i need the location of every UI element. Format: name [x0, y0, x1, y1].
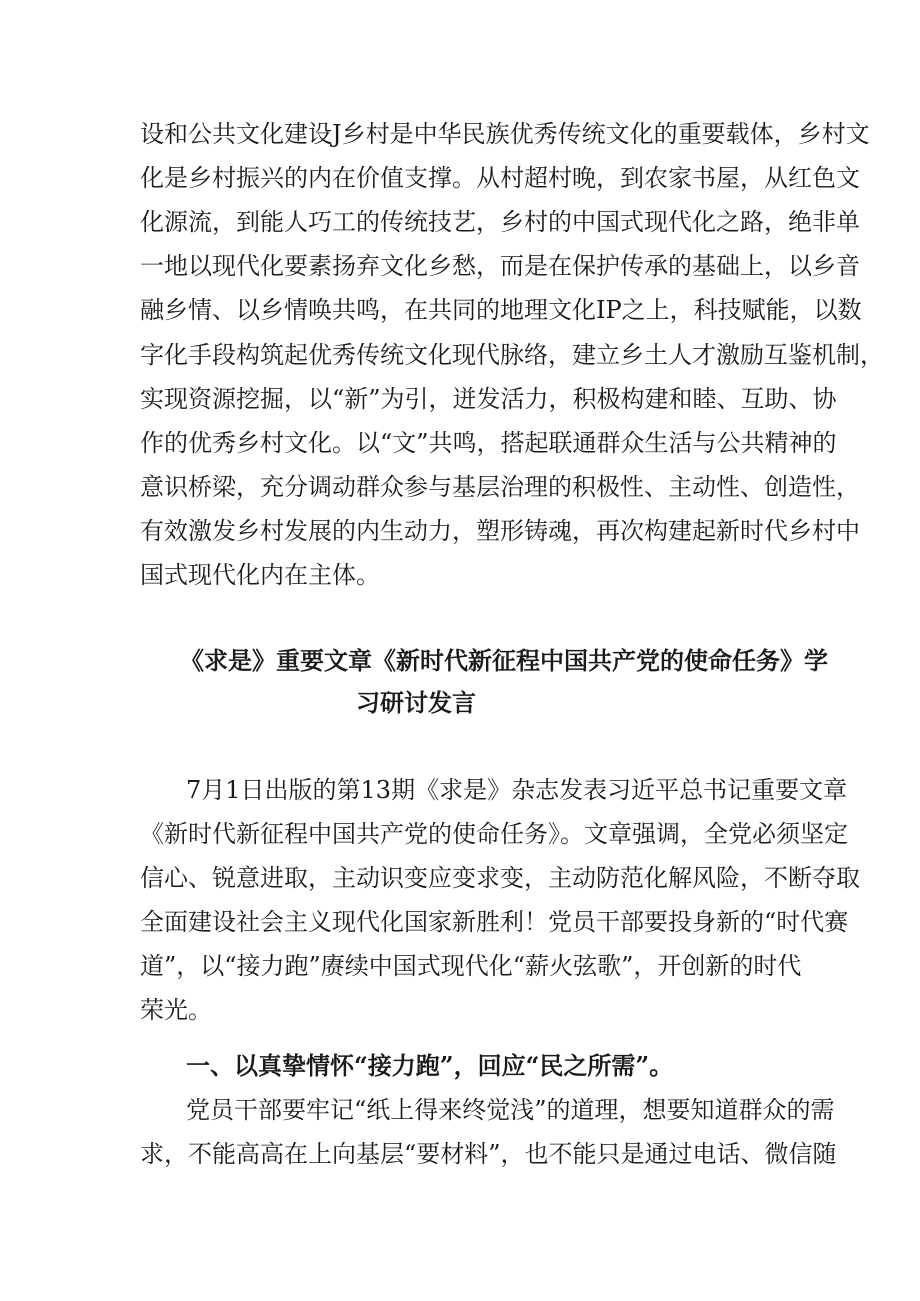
text-line: 7月1日出版的第13期《求是》杂志发表习近平总书记重要文章 [186, 776, 848, 804]
text-line: 荣光。 [140, 996, 212, 1024]
text-line: 全面建设社会主义现代化国家新胜利！党员干部要投身新的“时代赛 [140, 908, 849, 936]
text-line: 意识桥梁，充分调动群众参与基层治理的积极性、主动性、创造性， [140, 473, 860, 501]
text-line: 党员干部要牢记“纸上得来终觉浅”的道理，想要知道群众的需 [186, 1096, 835, 1124]
text-line: 信心、锐意进取，主动识变应变求变，主动防范化解风险，不断夺取 [140, 864, 860, 892]
section-heading: 一、以真挚情怀“接力跑”，回应“民之所需”。 [186, 1051, 674, 1080]
text-line: 化是乡村振兴的内在价值支撑。从村超村晚，到农家书屋，从红色文 [140, 164, 860, 192]
text-line: 融乡情、以乡情唤共鸣，在共同的地理文化IP之上，科技赋能，以数 [140, 296, 862, 324]
article-title-line-1: 《求是》重要文章《新时代新征程中国共产党的使命任务》学 [180, 646, 828, 675]
text-line: 国式现代化内在主体。 [140, 561, 380, 589]
text-line: 《新时代新征程中国共产党的使命任务》。文章强调，全党必须坚定 [140, 820, 848, 848]
text-line: 一地以现代化要素扬弃文化乡愁，而是在保护传承的基础上，以乡音 [140, 252, 860, 280]
text-line: 字化手段构筑起优秀传统文化现代脉络，建立乡土人才激励互鉴机制， [140, 341, 884, 369]
text-line: 作的优秀乡村文化。以“文”共鸣，搭起联通群众生活与公共精神的 [140, 429, 837, 457]
article-title-line-2: 习研讨发言 [356, 688, 476, 717]
text-line: 设和公共文化建设J乡村是中华民族优秀传统文化的重要载体，乡村文 [140, 120, 870, 148]
text-line: 道”，以“接力跑”赓续中国式现代化“薪火弦歌”，开创新的时代 [140, 952, 802, 980]
text-line: 实现资源挖掘，以“新”为引，迸发活力，积极构建和睦、互助、协 [140, 385, 837, 413]
text-line: 有效激发乡村发展的内生动力，塑形铸魂，再次构建起新时代乡村中 [140, 517, 860, 545]
text-line: 求，不能高高在上向基层“要材料”，也不能只是通过电话、微信随 [140, 1140, 837, 1168]
text-line: 化源流，到能人巧工的传统技艺，乡村的中国式现代化之路，绝非单 [140, 208, 860, 236]
